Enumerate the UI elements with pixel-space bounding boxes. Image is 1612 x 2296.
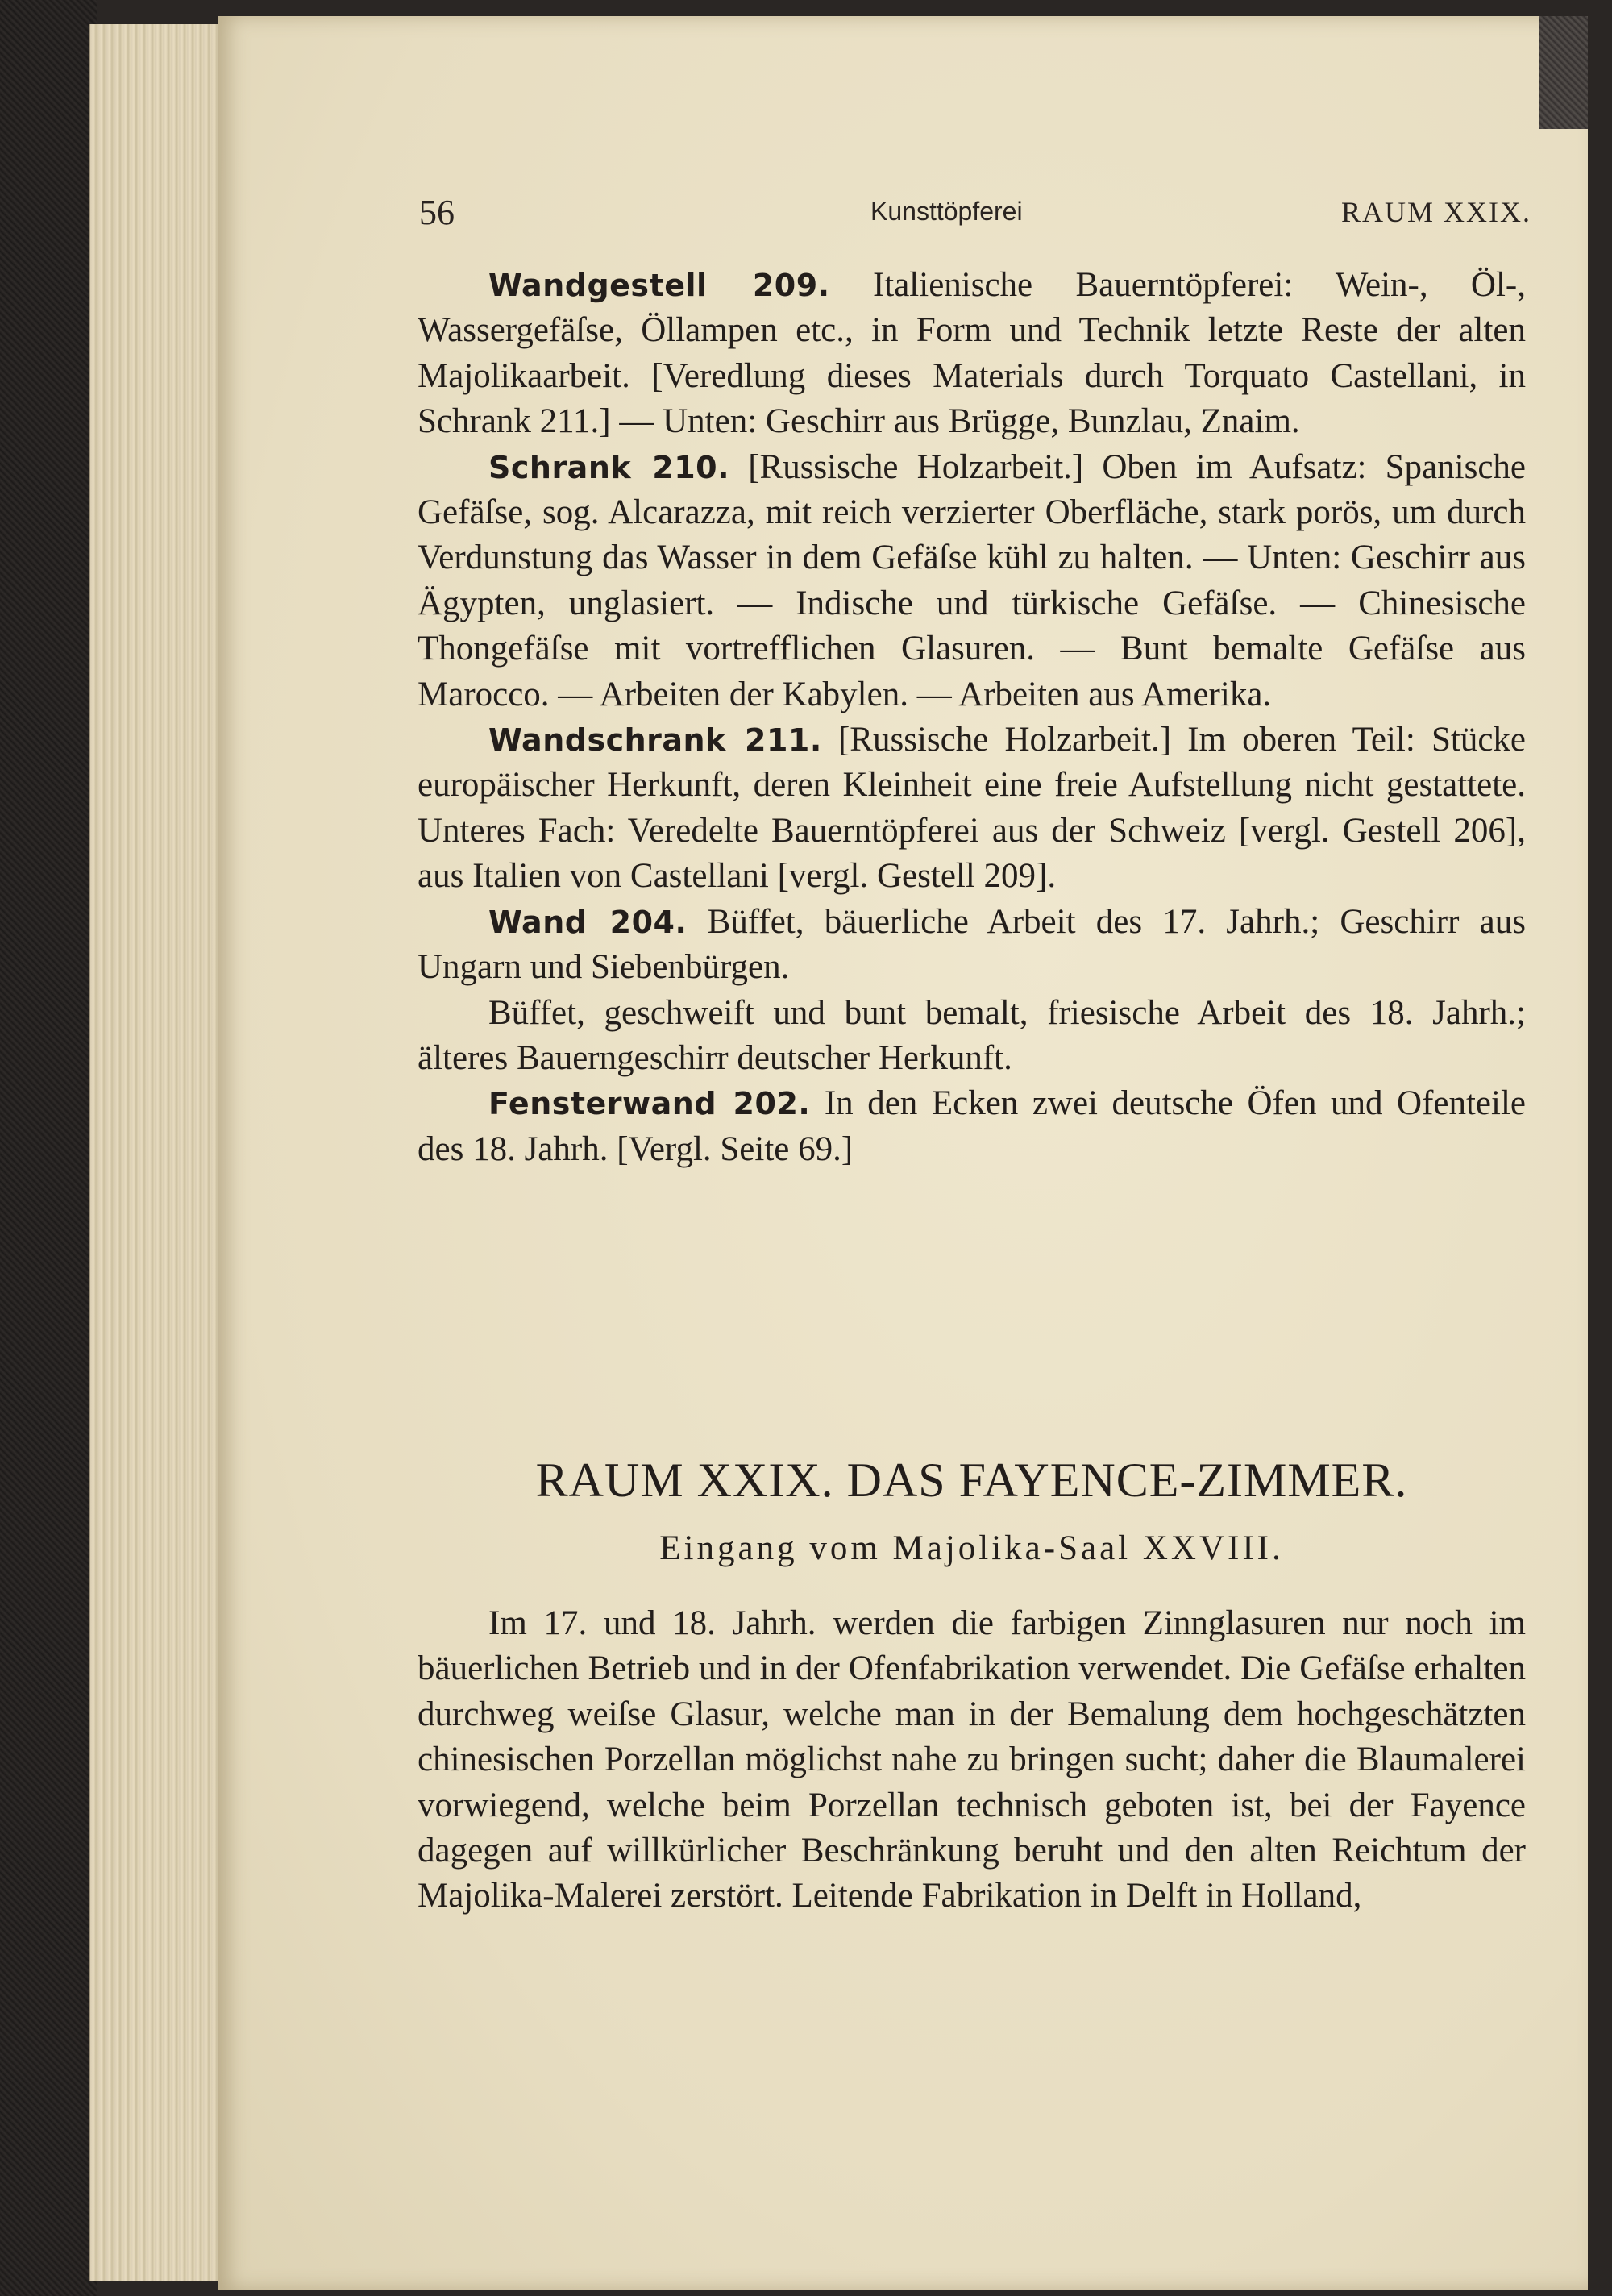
- entry-bueffet-friesisch: [418, 991, 1526, 1082]
- catalog-entries: [418, 263, 1526, 1172]
- entry-label: Wandgestell 209.: [488, 268, 830, 303]
- entry-fensterwand-202: [418, 1081, 1526, 1172]
- section-body: [418, 1601, 1526, 1920]
- entry-schrank-210: [418, 445, 1526, 718]
- cover-corner: [1539, 16, 1588, 129]
- entry-text: [Russische Holzarbeit.] Oben im Aufsatz: Spanische Gefäſse, sog. Alcarazza, mit reich verzierter Oberfläche, stark porös, um durch Verdunstung das Wasser in dem Gefäſse kühl zu halten. — Unten: Geschirr aus Ägypten, unglasiert. — Indische und türkische Gefäſse. — Chinesische Thongefäſse mit vortrefflichen Glasuren. — Bunt bemalte Gefäſse aus Marocco. — Arbeiten der Kabylen. — Arbeiten aus Amerika.: [418, 447, 1526, 713]
- section-title: RAUM XXIX. DAS FAYENCE-ZIMMER.: [535, 1454, 1408, 1507]
- entry-text: Büffet, bäuerliche Arbeit des 17. Jahrh.; Geschirr aus Ungarn und Siebenbürgen.: [418, 902, 1526, 987]
- entry-wandgestell-209: [418, 263, 1526, 445]
- section-paragraph: Im 17. und 18. Jahrh. werden die farbigen Zinnglasuren nur noch im bäuerlichen Betrieb und in der Ofenfabrikation verwendet. Die Gefäſse erhalten durchweg weiſse Glasur, welche man in der Bemalung dem hochgeschätzten chinesischen Porzellan möglichst nahe zu bringen sucht; daher die Blaumalerei vorwiegend, welche beim Porzellan technisch geboten ist, bei der Fayence dagegen auf willkürlicher Beschränkung beruht und den alten Reichtum der Majolika-Malerei zerstört. Leitende Fabrikation in Delft in Holland,: [418, 1604, 1526, 1915]
- entry-label: Schrank 210.: [488, 449, 730, 485]
- book-binding: [0, 0, 97, 2296]
- entry-wandschrank-211: [418, 718, 1526, 900]
- entry-text: In den Ecken zwei deutsche Öfen und Ofenteile des 18. Jahrh. [Vergl. Seite 69.]: [418, 1084, 1526, 1168]
- entry-label: Wandschrank 211.: [488, 722, 822, 759]
- entry-text: [Russische Holzarbeit.] Im oberen Teil: Stücke europäischer Herkunft, deren Kleinheit eine freie Aufstellung nicht gestattete. Unteres Fach: Veredelte Bauerntöpferei aus der Schweiz [vergl. Gestell 206], aus Italien von Castellani [vergl. Gestell 209].: [418, 721, 1526, 896]
- entry-text: Italienische Bauerntöpferei: Wein-, Öl-, Wassergefäſse, Öllampen etc., in Form und Technik letzte Reste der alten Majolikaarbeit. [Veredlung dieses Materials durch Torquato Castellani, in Schrank 211.] — Unten: Geschirr aus Brügge, Bunzlau, Znaim.: [418, 266, 1526, 441]
- running-title: Kunsttöpferei: [870, 197, 1023, 226]
- entry-label: Fensterwand 202.: [488, 1086, 811, 1122]
- entry-text: Büffet, geschweift und bunt bemalt, friesische Arbeit des 18. Jahrh.; älteres Bauerngeschirr deutscher Herkunft.: [418, 993, 1526, 1077]
- section-subtitle: Eingang vom Majolika-Saal XXVIII.: [659, 1529, 1284, 1567]
- entry-wand-204: [418, 900, 1526, 991]
- entry-label: Wand 204.: [488, 904, 688, 940]
- running-room: RAUM XXIX.: [1341, 196, 1531, 228]
- page-number: 56: [419, 193, 455, 232]
- page-edges: [89, 24, 227, 2281]
- running-header: [419, 192, 1531, 232]
